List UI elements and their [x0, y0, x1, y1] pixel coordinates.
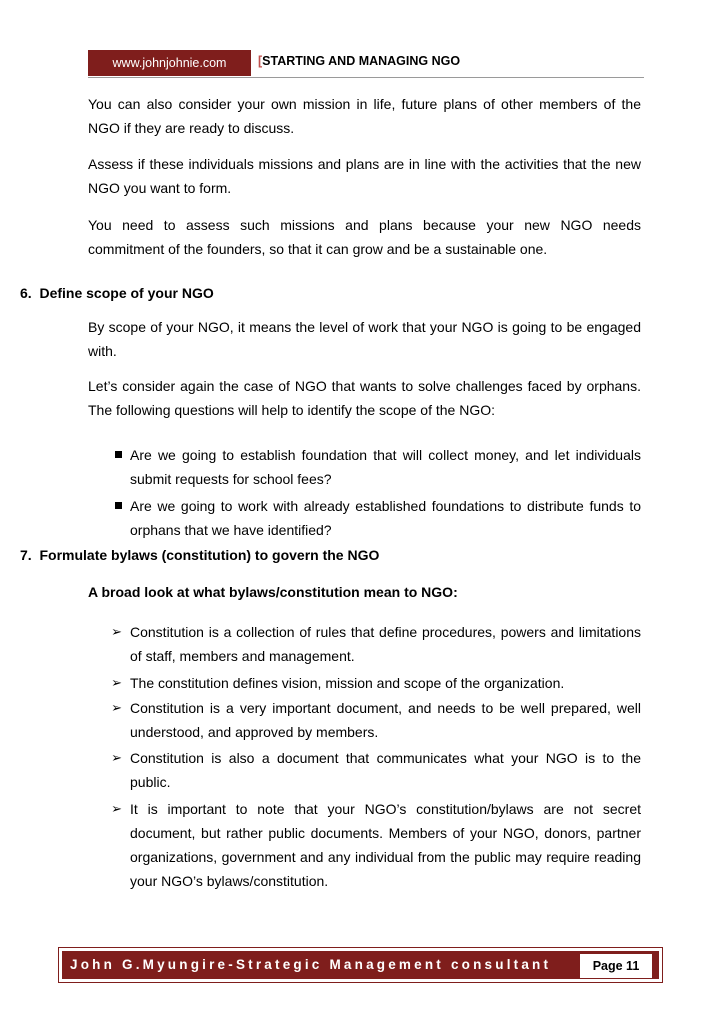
list-item [88, 696, 641, 744]
paragraph-text: Let’s consider again the case of NGO that wants to solve challenges faced by orphans. The following questions will help to identify the scope of the NGO: [88, 378, 641, 418]
paragraph-commitment [88, 213, 641, 261]
list-item-text: The constitution defines vision, mission and scope of the organization. [130, 675, 565, 691]
arrow-bullet-icon: ➢ [111, 750, 122, 765]
list-item-text: Constitution is a collection of rules that define procedures, powers and limitations of staff, members and management. [130, 624, 641, 664]
header-bracket: [ [258, 54, 263, 68]
list-item [88, 443, 641, 491]
list-item-text: Constitution is a very important document, and needs to be well prepared, well understood, and approved by members. [130, 700, 641, 740]
header-site-url: www.johnjohnie.com [88, 50, 251, 76]
heading-text: Define scope of your NGO [39, 285, 214, 301]
list-item-text: Constitution is also a document that communicates what your NGO is to the public. [130, 750, 641, 790]
heading-number: 6. [20, 285, 32, 301]
list-item-text: Are we going to work with already established foundations to distribute funds to orphans that we have identified? [130, 498, 641, 538]
header-title [258, 54, 460, 68]
page-footer [58, 947, 663, 983]
paragraph-text: You can also consider your own mission in life, future plans of other members of the NGO if they are ready to discuss. [88, 96, 641, 136]
arrow-bullet-icon: ➢ [111, 675, 122, 690]
heading-broad-look: A broad look at what bylaws/constitution mean to NGO: [88, 584, 458, 600]
paragraph-scope-definition [88, 315, 641, 363]
footer-bar [62, 951, 659, 979]
header-title-text: STARTING AND MANAGING NGO [262, 54, 461, 68]
square-bullet-icon [115, 451, 122, 458]
list-item [88, 620, 641, 668]
paragraph-assess-missions [88, 152, 641, 200]
paragraph-text: You need to assess such missions and plans because your new NGO needs commitment of the founders, so that it can grow and be a sustainable one. [88, 217, 641, 257]
square-bullet-icon [115, 502, 122, 509]
arrow-bullet-icon: ➢ [111, 801, 122, 816]
heading-formulate-bylaws [20, 543, 540, 567]
paragraph-orphans-case [88, 374, 641, 422]
list-item [88, 797, 641, 893]
heading-number: 7. [20, 547, 32, 563]
heading-define-scope [20, 281, 540, 305]
arrow-bullet-icon: ➢ [111, 624, 122, 639]
list-item [88, 671, 641, 695]
list-item-text: Are we going to establish foundation that will collect money, and let individuals submit requests for school fees? [130, 447, 641, 487]
page-number: Page 11 [579, 953, 653, 979]
heading-text: Formulate bylaws (constitution) to govern the NGO [39, 547, 380, 563]
list-item [88, 494, 641, 542]
header-divider [88, 77, 644, 78]
paragraph-own-mission [88, 92, 641, 140]
arrow-bullet-icon: ➢ [111, 700, 122, 715]
paragraph-text: Assess if these individuals missions and plans are in line with the activities that the new NGO you want to form. [88, 156, 641, 196]
page-header [88, 50, 644, 76]
paragraph-text: By scope of your NGO, it means the level of work that your NGO is going to be engaged with. [88, 319, 641, 359]
list-item [88, 746, 641, 794]
footer-author: John G.Myungire-Strategic Management consultant [70, 957, 552, 972]
list-item-text: It is important to note that your NGO’s constitution/bylaws are not secret document, but rather public documents. Members of your NGO, donors, partner organizations, government and any individual from the public may require reading your NGO’s bylaws/constitution. [130, 801, 641, 889]
